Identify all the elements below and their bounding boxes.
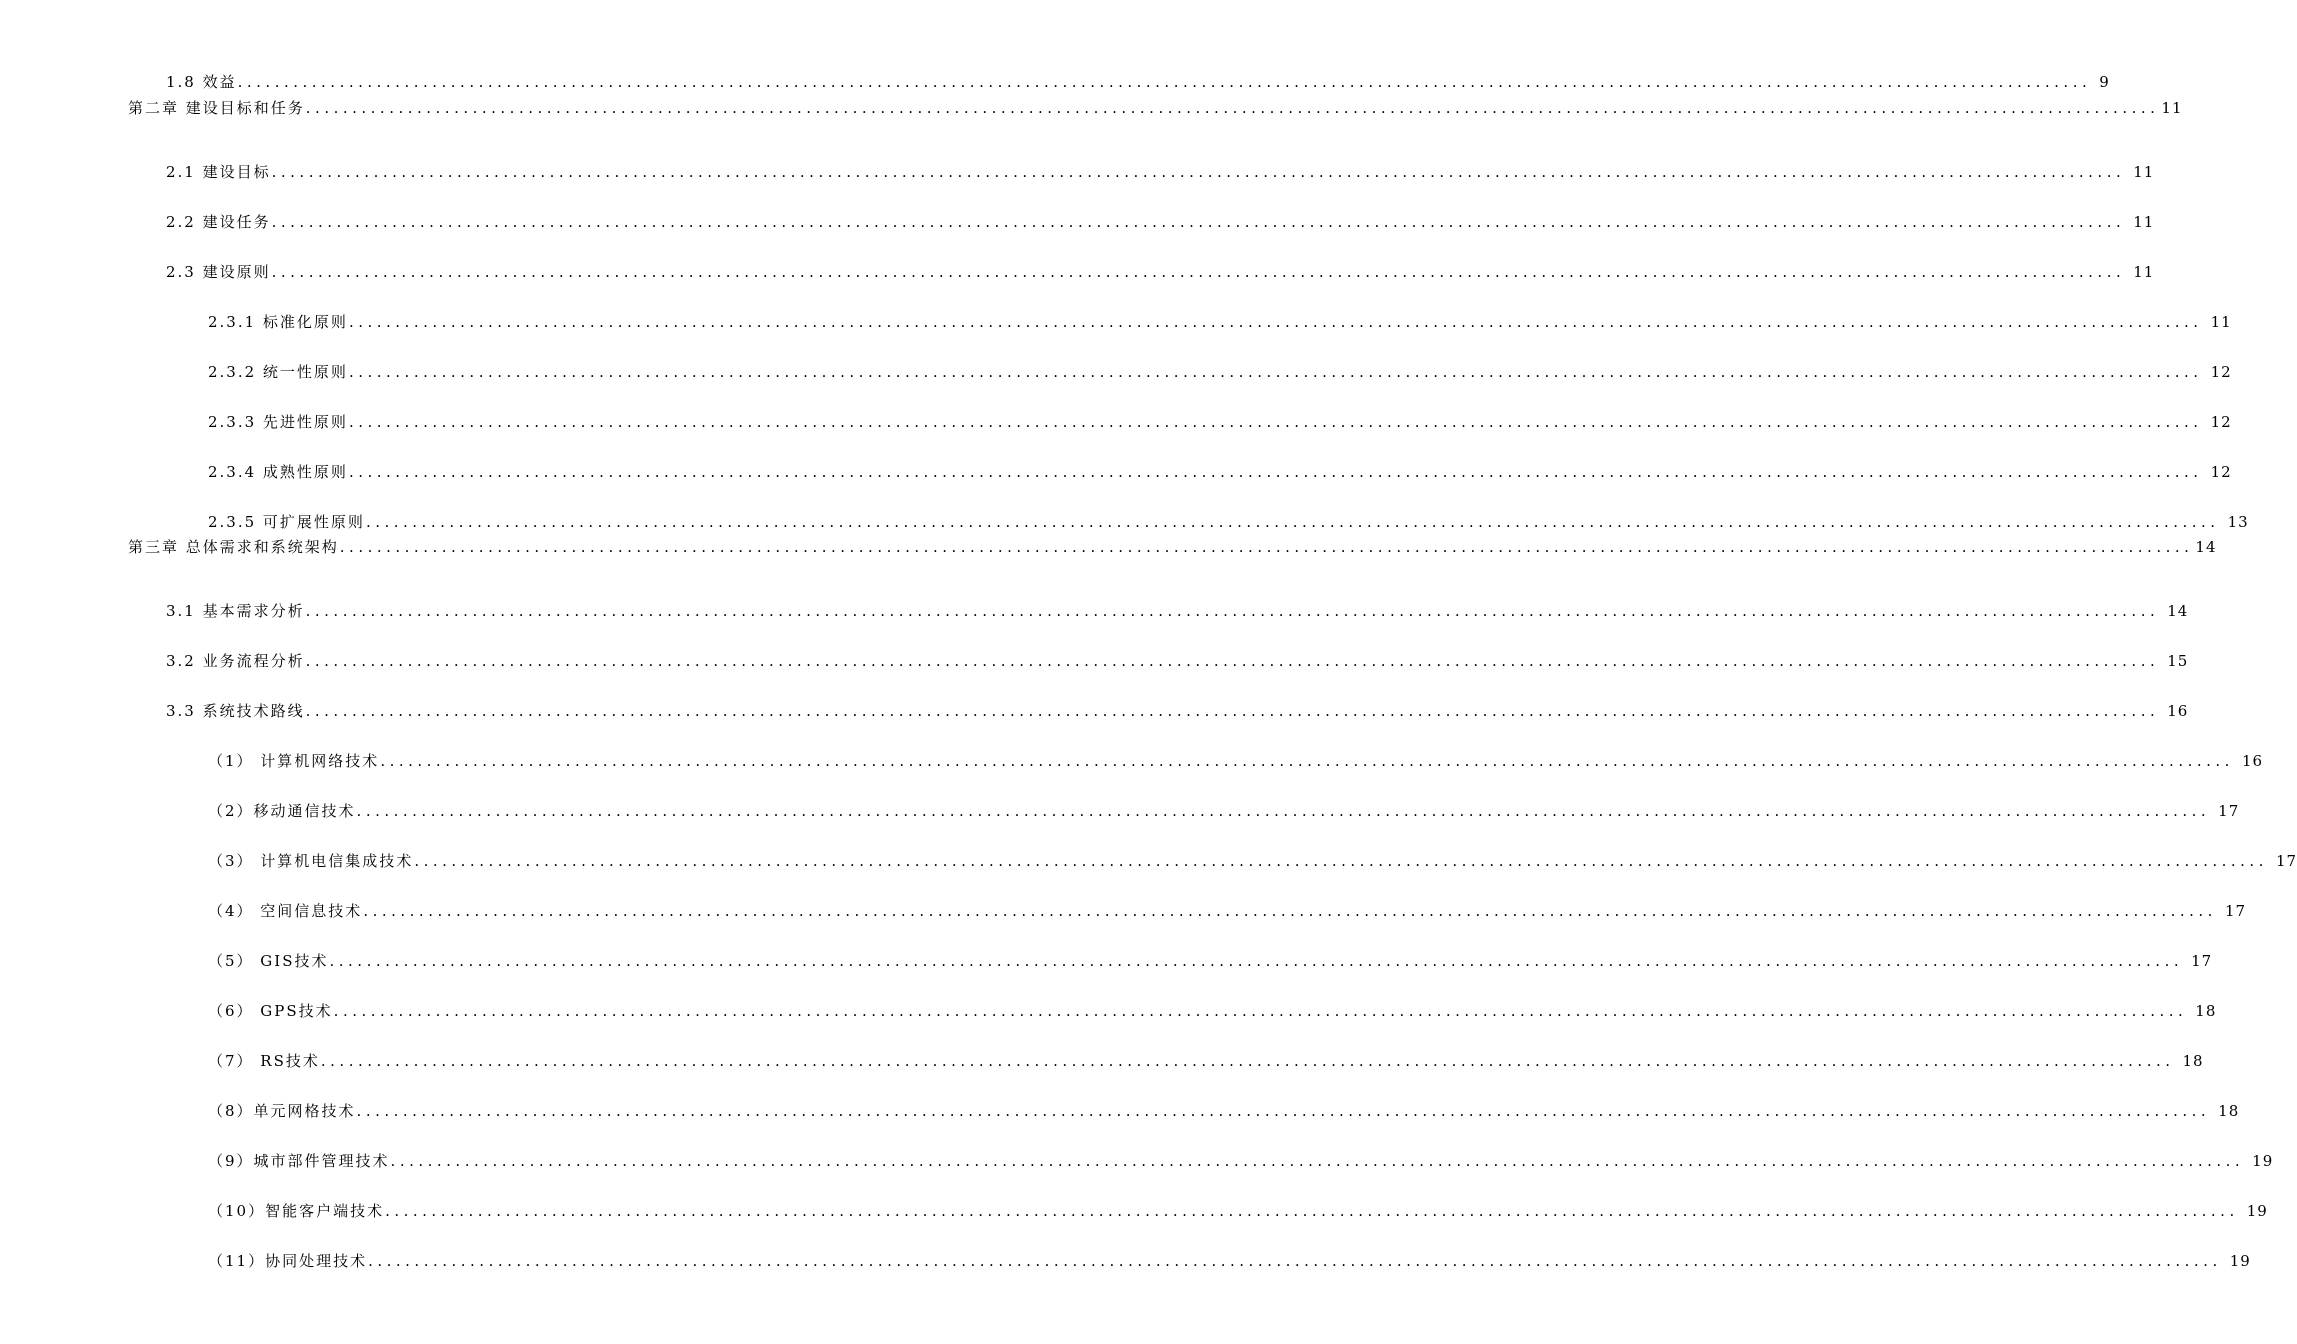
toc-page-number: 16 — [2167, 702, 2189, 720]
toc-page-number: 15 — [2167, 652, 2189, 670]
toc-entry-title: 1.8 效益 — [166, 73, 237, 91]
toc-entry-title: （10）智能客户端技术 — [208, 1202, 385, 1220]
toc-entry-title: （11）协同处理技术 — [208, 1252, 368, 1270]
toc-page-number: 16 — [2241, 752, 2264, 770]
toc-leader-dots: ........................................................................................................................................................................................................ — [305, 99, 2160, 117]
toc-entry[interactable] — [208, 362, 2232, 382]
toc-entry-title: 2.3 建设原则 — [166, 263, 271, 281]
toc-entry-title: 2.3.5 可扩展性原则 — [208, 513, 365, 531]
toc-page-number: 12 — [2210, 463, 2232, 481]
toc-page-number: 17 — [2191, 952, 2213, 970]
toc-entry[interactable] — [208, 901, 2247, 921]
toc-leader-dots: ........................................................................................................................................................................................................ — [305, 702, 2160, 720]
toc-page-number: 11 — [2133, 213, 2155, 231]
toc-entry-title: 2.3.2 统一性原则 — [208, 363, 348, 381]
toc-entry[interactable] — [208, 801, 2240, 821]
toc-leader-dots: ........................................................................................................................................................................................................ — [320, 1052, 2175, 1070]
toc-entry[interactable] — [208, 1101, 2240, 1121]
toc-entry-title: （2）移动通信技术 — [208, 802, 356, 820]
toc-entry-title: （3） 计算机电信集成技术 — [208, 852, 414, 870]
toc-leader-dots: ........................................................................................................................................................................................................ — [348, 413, 2203, 431]
toc-entry-title: 3.3 系统技术路线 — [166, 702, 305, 720]
toc-entry-title: 3.1 基本需求分析 — [166, 602, 305, 620]
toc-entry[interactable] — [208, 1151, 2274, 1171]
toc-entry-title: 第二章 建设目标和任务 — [128, 99, 305, 117]
toc-page-number: 11 — [2133, 163, 2155, 181]
toc-leader-dots: ........................................................................................................................................................................................................ — [305, 652, 2160, 670]
toc-leader-dots: ........................................................................................................................................................................................................ — [271, 163, 2126, 181]
toc-entry-title: 2.3.1 标准化原则 — [208, 313, 348, 331]
toc-entry-title: （5） GIS技术 — [208, 952, 329, 970]
toc-page-number: 11 — [2210, 313, 2232, 331]
toc-entry[interactable] — [208, 1201, 2268, 1221]
toc-entry[interactable] — [208, 312, 2232, 332]
toc-entry[interactable] — [166, 262, 2155, 282]
toc-entry-title: 2.3.4 成熟性原则 — [208, 463, 348, 481]
toc-page-number: 18 — [2218, 1102, 2240, 1120]
toc-leader-dots: ........................................................................................................................................................................................................ — [348, 313, 2203, 331]
toc-leader-dots: ........................................................................................................................................................................................................ — [333, 1002, 2188, 1020]
toc-page-number: 18 — [2195, 1002, 2217, 1020]
toc-leader-dots: ........................................................................................................................................................................................................ — [271, 263, 2126, 281]
toc-entry-title: 第三章 总体需求和系统架构 — [128, 538, 339, 556]
toc-entry[interactable] — [208, 1051, 2204, 1071]
toc-entry-title: （8）单元网格技术 — [208, 1102, 356, 1120]
toc-entry[interactable] — [208, 951, 2213, 971]
toc-leader-dots: ........................................................................................................................................................................................................ — [348, 463, 2203, 481]
toc-leader-dots: ........................................................................................................................................................................................................ — [356, 1102, 2211, 1120]
toc-entry[interactable] — [166, 72, 2110, 92]
toc-page-number: 9 — [2099, 73, 2110, 91]
toc-page-number: 17 — [2224, 902, 2247, 920]
toc-leader-dots: ........................................................................................................................................................................................................ — [365, 513, 2220, 531]
toc-page-number: 12 — [2210, 363, 2232, 381]
toc-entry[interactable] — [166, 212, 2155, 232]
toc-entry[interactable] — [208, 751, 2264, 771]
toc-entry-title: 2.2 建设任务 — [166, 213, 271, 231]
toc-page-number: 19 — [2229, 1252, 2251, 1270]
toc-page-number: 11 — [2161, 99, 2183, 117]
toc-entry[interactable] — [166, 651, 2189, 671]
toc-entry[interactable] — [166, 162, 2155, 182]
toc-entry-title: （7） RS技术 — [208, 1052, 320, 1070]
toc-leader-dots: ........................................................................................................................................................................................................ — [356, 802, 2211, 820]
toc-page-number: 19 — [2246, 1202, 2268, 1220]
toc-entry[interactable] — [208, 412, 2232, 432]
toc-entry[interactable] — [128, 537, 2217, 557]
toc-entry-title: 2.3.3 先进性原则 — [208, 413, 348, 431]
toc-page-number: 17 — [2275, 852, 2297, 870]
toc-page-number: 13 — [2227, 513, 2249, 531]
toc-page-number: 19 — [2252, 1152, 2274, 1170]
toc-leader-dots: ........................................................................................................................................................................................................ — [380, 752, 2234, 770]
toc-leader-dots: ........................................................................................................................................................................................................ — [329, 952, 2184, 970]
toc-entry-title: 2.1 建设目标 — [166, 163, 271, 181]
toc-leader-dots: ........................................................................................................................................................................................................ — [339, 538, 2194, 556]
toc-page-number: 14 — [2195, 538, 2217, 556]
toc-entry[interactable] — [208, 1251, 2251, 1271]
toc-entry[interactable] — [208, 851, 2297, 871]
toc-page-number: 18 — [2182, 1052, 2204, 1070]
toc-leader-dots: ........................................................................................................................................................................................................ — [368, 1252, 2222, 1270]
toc-entry[interactable] — [128, 98, 2183, 118]
toc-leader-dots: ........................................................................................................................................................................................................ — [363, 902, 2217, 920]
toc-entry-title: （4） 空间信息技术 — [208, 902, 363, 920]
toc-page-number: 11 — [2133, 263, 2155, 281]
toc-page-number: 17 — [2218, 802, 2240, 820]
toc-entry[interactable] — [208, 1001, 2217, 1021]
toc-leader-dots: ........................................................................................................................................................................................................ — [305, 602, 2160, 620]
toc-leader-dots: ........................................................................................................................................................................................................ — [414, 852, 2268, 870]
toc-entry-title: （6） GPS技术 — [208, 1002, 333, 1020]
toc-leader-dots: ........................................................................................................................................................................................................ — [271, 213, 2126, 231]
toc-leader-dots: ........................................................................................................................................................................................................ — [237, 73, 2092, 91]
toc-entry-title: 3.2 业务流程分析 — [166, 652, 305, 670]
toc-entry[interactable] — [208, 512, 2249, 532]
toc-leader-dots: ........................................................................................................................................................................................................ — [348, 363, 2203, 381]
toc-leader-dots: ........................................................................................................................................................................................................ — [390, 1152, 2245, 1170]
toc-leader-dots: ........................................................................................................................................................................................................ — [385, 1202, 2239, 1220]
toc-entry[interactable] — [166, 701, 2189, 721]
toc-entry[interactable] — [166, 601, 2189, 621]
toc-page-number: 12 — [2210, 413, 2232, 431]
toc-entry[interactable] — [208, 462, 2232, 482]
toc-page-number: 14 — [2167, 602, 2189, 620]
toc-entry-title: （1） 计算机网络技术 — [208, 752, 380, 770]
toc-entry-title: （9）城市部件管理技术 — [208, 1152, 390, 1170]
